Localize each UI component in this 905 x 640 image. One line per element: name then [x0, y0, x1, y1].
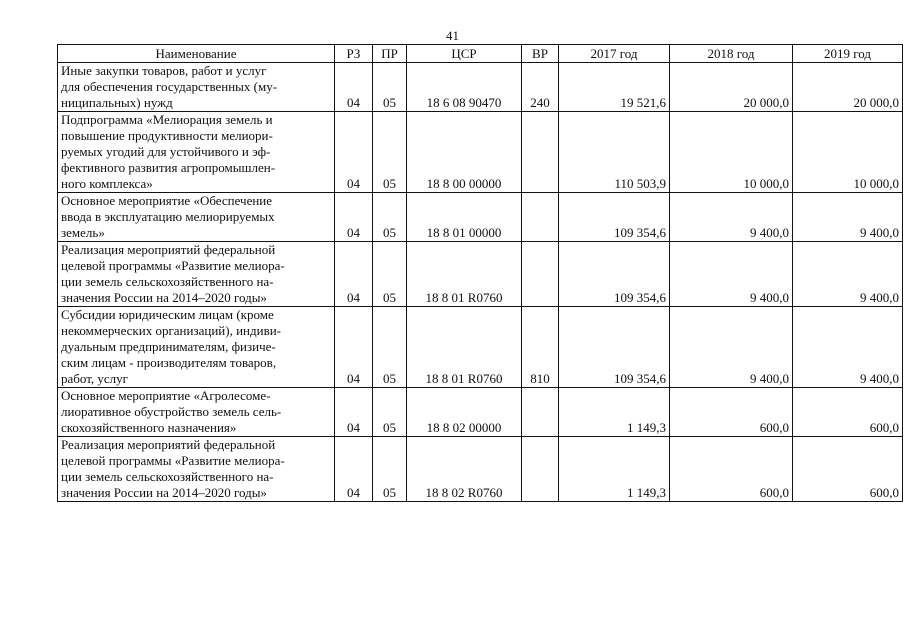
row-2019: 9 400,0: [793, 307, 903, 388]
table-row: [58, 437, 903, 502]
row-2018: 9 400,0: [670, 193, 793, 242]
row-name-line: некоммерческих организаций), индиви-: [61, 323, 281, 338]
row-rz: 04: [335, 242, 373, 307]
table-row: [58, 193, 903, 242]
row-vr: [522, 112, 559, 193]
row-name-line: Подпрограмма «Мелиорация земель и: [61, 112, 273, 127]
row-csr: 18 8 00 00000: [407, 112, 522, 193]
table-row: [58, 242, 903, 307]
row-2019: 10 000,0: [793, 112, 903, 193]
row-name: [58, 307, 335, 388]
row-name-line: повышение продуктивности мелиори-: [61, 128, 273, 143]
row-pr: 05: [373, 307, 407, 388]
table-row: [58, 63, 903, 112]
row-vr: [522, 193, 559, 242]
row-rz: 04: [335, 63, 373, 112]
table-row: [58, 112, 903, 193]
row-vr: 810: [522, 307, 559, 388]
row-name-line: ции земель сельскохозяйственного на-: [61, 469, 274, 484]
row-name-line: Иные закупки товаров, работ и услуг: [61, 63, 267, 78]
row-name: [58, 193, 335, 242]
header-name: Наименование: [58, 45, 335, 63]
row-pr: 05: [373, 63, 407, 112]
row-2017: 1 149,3: [559, 388, 670, 437]
row-name-line: фективного развития агропромышлен-: [61, 160, 276, 175]
row-2017: 109 354,6: [559, 242, 670, 307]
row-name-line: для обеспечения государственных (му-: [61, 79, 278, 94]
row-name: [58, 63, 335, 112]
row-2018: 20 000,0: [670, 63, 793, 112]
row-2018: 600,0: [670, 437, 793, 502]
row-rz: 04: [335, 307, 373, 388]
row-name: [58, 388, 335, 437]
row-name-line: Основное мероприятие «Обеспечение: [61, 193, 273, 208]
row-pr: 05: [373, 388, 407, 437]
row-csr: 18 8 01 R0760: [407, 242, 522, 307]
header-vr: ВР: [522, 45, 559, 63]
row-2018: 9 400,0: [670, 242, 793, 307]
row-2018: 9 400,0: [670, 307, 793, 388]
row-csr: 18 8 02 00000: [407, 388, 522, 437]
row-2017: 109 354,6: [559, 307, 670, 388]
row-csr: 18 8 01 R0760: [407, 307, 522, 388]
table-row: [58, 307, 903, 388]
row-name-line: значения России на 2014–2020 годы»: [61, 290, 267, 305]
row-rz: 04: [335, 437, 373, 502]
row-2019: 600,0: [793, 388, 903, 437]
row-2018: 600,0: [670, 388, 793, 437]
row-2019: 9 400,0: [793, 242, 903, 307]
row-name-line: значения России на 2014–2020 годы»: [61, 485, 267, 500]
row-name-line: земель»: [61, 225, 105, 240]
row-name: [58, 437, 335, 502]
row-name-line: руемых угодий для устойчивого и эф-: [61, 144, 271, 159]
row-pr: 05: [373, 437, 407, 502]
table-row: [58, 388, 903, 437]
row-name-line: скохозяйственного назначения»: [61, 420, 237, 435]
header-pr: ПР: [373, 45, 407, 63]
row-name-line: Реализация мероприятий федеральной: [61, 242, 276, 257]
budget-table: [57, 44, 903, 502]
row-name-line: ниципальных) нужд: [61, 95, 173, 110]
row-rz: 04: [335, 112, 373, 193]
row-name: [58, 112, 335, 193]
row-pr: 05: [373, 193, 407, 242]
table-header-row: [58, 45, 903, 63]
page-number: 41: [446, 28, 459, 43]
row-name-line: ции земель сельскохозяйственного на-: [61, 274, 274, 289]
row-name-line: работ, услуг: [61, 371, 129, 386]
row-pr: 05: [373, 112, 407, 193]
table-body: [58, 63, 903, 502]
row-name-line: Реализация мероприятий федеральной: [61, 437, 276, 452]
row-name-line: ским лицам - производителям товаров,: [61, 355, 277, 370]
header-2017: 2017 год: [559, 45, 670, 63]
header-2018: 2018 год: [670, 45, 793, 63]
row-rz: 04: [335, 388, 373, 437]
row-2019: 9 400,0: [793, 193, 903, 242]
row-name-line: лиоративное обустройство земель сель-: [61, 404, 282, 419]
header-2019: 2019 год: [793, 45, 903, 63]
row-2018: 10 000,0: [670, 112, 793, 193]
row-name-line: целевой программы «Развитие мелиора-: [61, 258, 285, 273]
row-rz: 04: [335, 193, 373, 242]
row-2017: 110 503,9: [559, 112, 670, 193]
header-rz: РЗ: [335, 45, 373, 63]
row-name-line: ввода в эксплуатацию мелиорируемых: [61, 209, 275, 224]
row-2017: 109 354,6: [559, 193, 670, 242]
row-pr: 05: [373, 242, 407, 307]
header-csr: ЦСР: [407, 45, 522, 63]
row-2017: 19 521,6: [559, 63, 670, 112]
row-vr: [522, 242, 559, 307]
row-name-line: целевой программы «Развитие мелиора-: [61, 453, 285, 468]
row-csr: 18 6 08 90470: [407, 63, 522, 112]
row-2019: 20 000,0: [793, 63, 903, 112]
row-vr: [522, 388, 559, 437]
row-2017: 1 149,3: [559, 437, 670, 502]
row-csr: 18 8 02 R0760: [407, 437, 522, 502]
row-name: [58, 242, 335, 307]
row-vr: [522, 437, 559, 502]
row-name-line: Субсидии юридическим лицам (кроме: [61, 307, 274, 322]
row-vr: 240: [522, 63, 559, 112]
row-csr: 18 8 01 00000: [407, 193, 522, 242]
row-2019: 600,0: [793, 437, 903, 502]
row-name-line: Основное мероприятие «Агролесоме-: [61, 388, 271, 403]
row-name-line: ного комплекса»: [61, 176, 153, 191]
row-name-line: дуальным предпринимателям, физиче-: [61, 339, 276, 354]
